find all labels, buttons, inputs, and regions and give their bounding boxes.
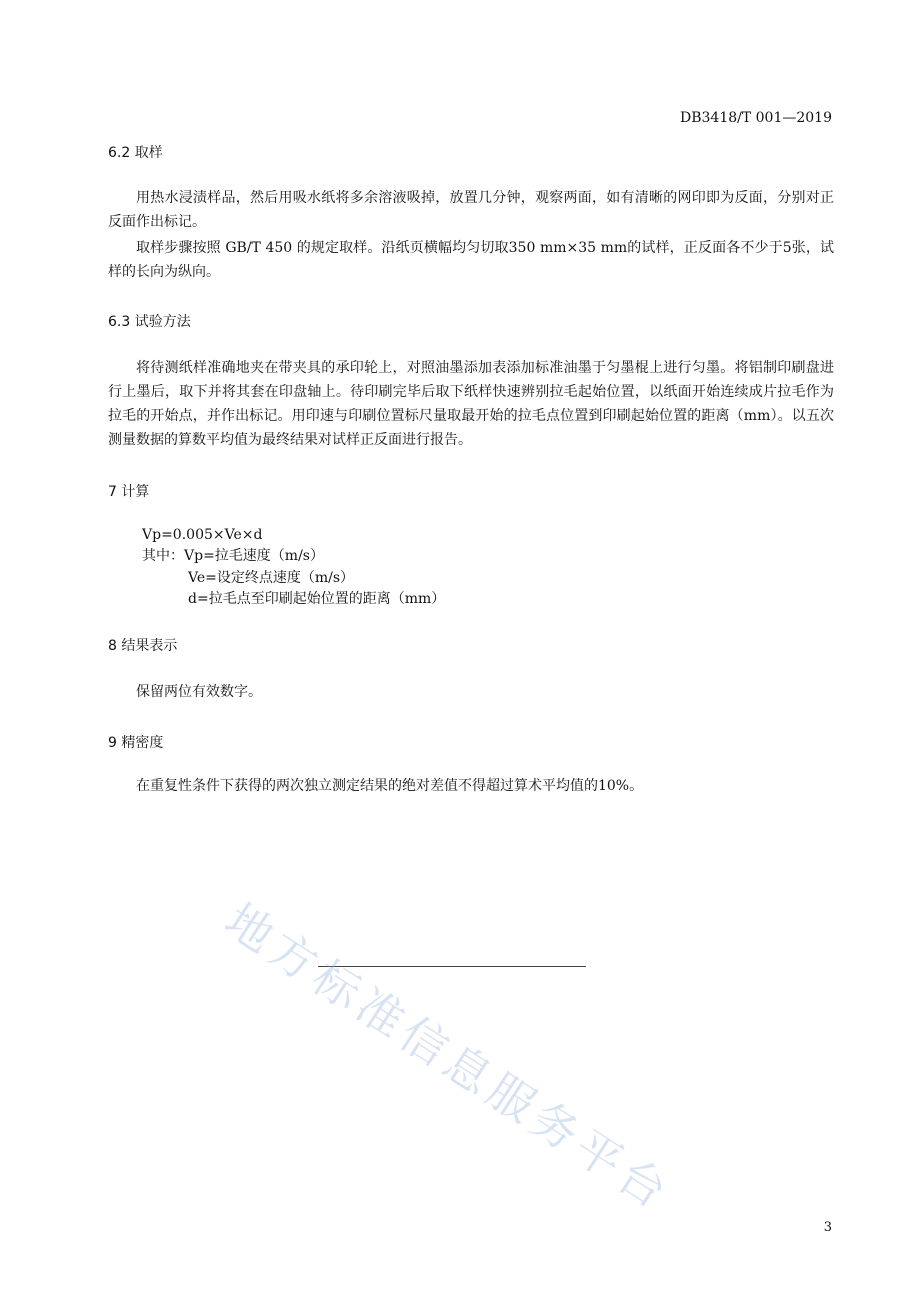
- section-6-3-heading: 6.3 试验方法: [108, 314, 191, 330]
- formula-ve: Ve=设定终点速度（m/s）: [188, 570, 355, 586]
- formula-where: 其中：Vp=拉毛速度（m/s）: [142, 548, 324, 564]
- section-8-paragraph: 保留两位有效数字。: [136, 684, 262, 700]
- section-6-2-heading: 6.2 取样: [108, 145, 163, 161]
- page-number: 3: [823, 1220, 832, 1235]
- document-code: DB3418/T 001—2019: [680, 110, 832, 126]
- section-9-heading: 9 精密度: [108, 735, 164, 751]
- formula-d: d=拉毛点至印刷起始位置的距离（mm）: [188, 591, 446, 607]
- section-6-2-paragraph-2: 取样步骤按照 GB/T 450 的规定取样。沿纸页横幅均匀切取350 mm×35 mm的试样，正反面各不少于5张，试样的长向为纵向。: [108, 240, 834, 280]
- formula: Vp=0.005×Ve×d: [142, 527, 263, 543]
- section-6-2-paragraph-1: 用热水浸渍样品，然后用吸水纸将多余溶液吸掉，放置几分钟，观察两面，如有清晰的网印即为反面，分别对正反面作出标记。: [108, 190, 834, 230]
- section-9-paragraph: 在重复性条件下获得的两次独立测定结果的绝对差值不得超过算术平均值的10%。: [136, 778, 644, 794]
- section-6-3-paragraph: 将待测纸样准确地夹在带夹具的承印轮上，对照油墨添加表添加标准油墨于匀墨棍上进行匀墨。将铝制印刷盘进行上墨后，取下并将其套在印盘轴上。待印刷完毕后取下纸样快速辨别拉毛起始位置，以纸面开始连续成片拉毛作为拉毛的开始点，并作出标记。用印速与印刷位置标尺量取最开始的拉毛点位置到印刷起始位置的距离（mm）。以五次测量数据的算数平均值为最终结果对试样正反面进行报告。: [108, 360, 834, 448]
- watermark: 地方标准信息服务平台: [215, 892, 682, 1222]
- section-7-heading: 7 计算: [108, 484, 150, 500]
- section-8-heading: 8 结果表示: [108, 638, 178, 654]
